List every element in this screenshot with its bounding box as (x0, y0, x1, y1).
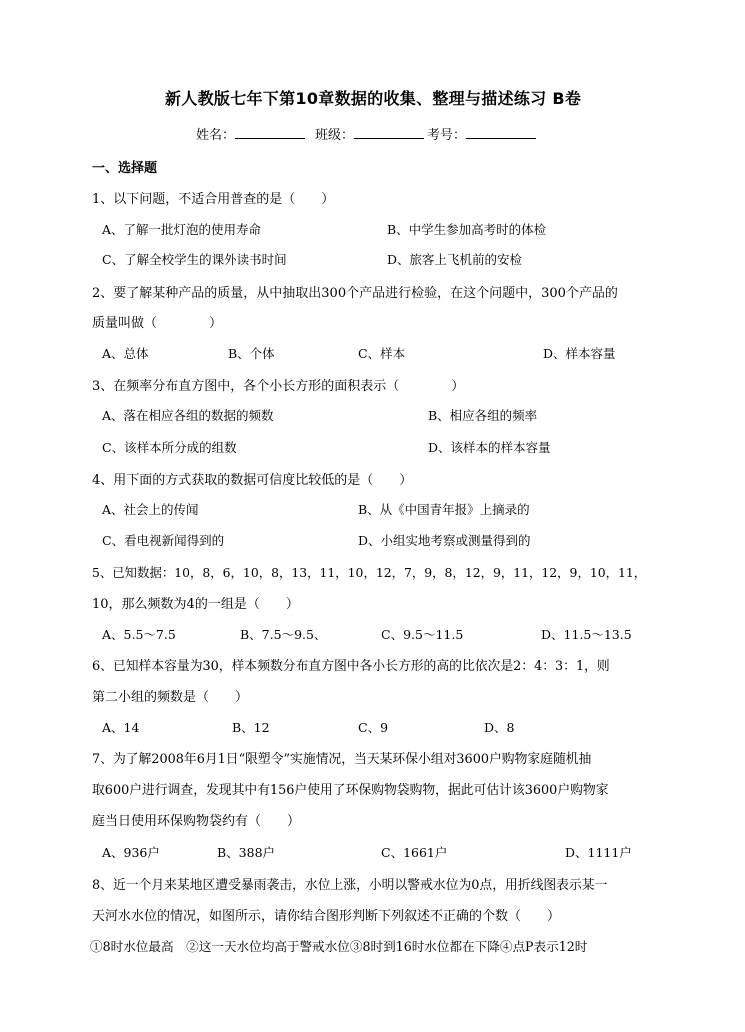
class-field (315, 124, 424, 143)
question-8-line-3: ①8时水位最高 ②这一天水位均高于警戒水位③8时到16时水位都在下降④点P表示12时 (90, 939, 588, 954)
question-6-line-1: 6、已知样本容量为30，样本频数分布直方图中各小长方形的高的比依次是2：4：3：1，则 (92, 659, 610, 674)
q6-option-a: A、14 (102, 720, 140, 735)
q2-option-c: C、样本 (358, 346, 406, 361)
number-label: 考号： (427, 128, 467, 143)
q7-option-a: A、936户 (102, 845, 160, 860)
q3-option-c: C、该样本所分成的组数 (102, 440, 237, 455)
q5-option-b: B、7.5～9.5、 (240, 627, 327, 642)
q4-option-c: C、看电视新闻得到的 (102, 533, 225, 548)
q7-option-d: D、1111户 (565, 845, 632, 860)
q6-option-c: C、9 (358, 720, 389, 735)
question-8-line-2: 天河水水位的情况，如图所示，请你结合图形判断下列叙述不正确的个数（ ） (92, 909, 561, 924)
class-blank[interactable] (354, 126, 424, 139)
q7-option-c: C、1661户 (381, 845, 448, 860)
question-6-line-2: 第二小组的频数是（ ） (92, 690, 249, 705)
number-field (427, 124, 536, 143)
q2-option-a: A、总体 (102, 346, 149, 361)
question-5-line-2: 10，那么频数为4的一组是（ ） (92, 597, 299, 612)
q1-option-c: C、了解全校学生的课外读书时间 (102, 252, 287, 267)
question-8-line-1: 8、近一个月来某地区遭受暴雨袭击，水位上涨，小明以警戒水位为0点，用折线图表示某一 (92, 878, 608, 893)
question-3-text: 3、在频率分布直方图中，各个小长方形的面积表示（ ） (92, 379, 465, 394)
q4-option-b: B、从《中国青年报》上摘录的 (358, 502, 530, 517)
q5-option-d: D、11.5～13.5 (541, 627, 632, 642)
number-blank[interactable] (466, 126, 536, 139)
name-label: 姓名： (196, 128, 236, 143)
q1-option-d: D、旅客上飞机前的安检 (387, 252, 523, 267)
q2-option-d: D、样本容量 (543, 346, 616, 361)
q3-option-b: B、相应各组的频率 (428, 408, 538, 423)
q2-option-b: B、个体 (228, 346, 275, 361)
name-field (196, 124, 305, 143)
question-7-line-3: 庭当日使用环保购物袋约有（ ） (92, 814, 301, 829)
question-5-line-1: 5、已知数据：10，8，6，10，8，13，11，10，12，7，9，8，12，9，11，12，9，10，11， (92, 565, 647, 580)
q6-option-b: B、12 (232, 720, 270, 735)
q4-option-a: A、社会上的传闻 (102, 502, 199, 517)
question-2-line-1: 2、要了解某种产品的质量，从中抽取出300个产品进行检验，在这个问题中，300个产品的 (92, 286, 618, 301)
q1-option-a: A、了解一批灯泡的使用寿命 (102, 222, 262, 237)
q4-option-d: D、小组实地考察或测量得到的 (358, 533, 531, 548)
q3-option-d: D、该样本的样本容量 (428, 440, 551, 455)
question-4-text: 4、用下面的方式获取的数据可信度比较低的是（ ） (92, 473, 413, 488)
question-1-text: 1、以下问题，不适合用普查的是（ ） (92, 192, 335, 207)
class-label: 班级： (315, 128, 355, 143)
q7-option-b: B、388户 (217, 845, 276, 860)
question-7-line-1: 7、为了解2008年6月1日“限塑令”实施情况，当天某环保小组对3600户购物家庭随机抽 (92, 752, 592, 767)
q1-option-b: B、中学生参加高考时的体检 (387, 222, 547, 237)
section-heading: 一、选择题 (92, 161, 158, 176)
question-2-line-2: 质量叫做（ ） (92, 316, 223, 331)
q5-option-a: A、5.5～7.5 (102, 627, 176, 642)
q3-option-a: A、落在相应各组的数据的频数 (102, 408, 274, 423)
q5-option-c: C、9.5～11.5 (381, 627, 464, 642)
name-blank[interactable] (235, 126, 305, 139)
document-title: 新人教版七年下第10章数据的收集、整理与描述练习 B卷 (165, 89, 582, 108)
question-7-line-2: 取600户进行调查，发现其中有156户使用了环保购物袋购物，据此可估计该3600户购物家 (92, 783, 609, 798)
q6-option-d: D、8 (484, 720, 515, 735)
